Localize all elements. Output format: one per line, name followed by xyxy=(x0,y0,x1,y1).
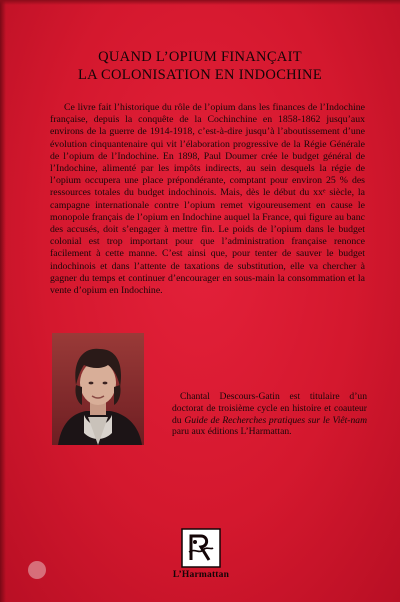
book-summary: Ce livre fait l’historique du rôle de l’opium dans les finances de l’Indochine française, depuis la conquête de la Cochinchine en 1858-1862 jusqu’aux environs de la guerre de 1914-1918, c’est-à-dire jusqu’à l’aboutissement d’une évolution cinquantenaire qui vit l’élaboration progressive de la Régie Générale de l’opium de l’Indochine. En 1898, Paul Doumer crée le budget général de l’Indochine, alimenté par les impôts indirects, au sein desquels la régie de l’opium occupera une place prépondérante, comptant pour environ 25 % des ressources totales du budget indochinois. Mais, dès le début du xxᵉ siècle, la campagne internationale contre l’opium remet vigoureusement en cause le monopole français de l’opium en Indochine auquel la France, qui figure au banc des accusés, doit s’engager à mettre fin. Le poids de l’opium dans le budget colonial est trop important pour que l’administration française renonce facilement à cette manne. C’est ainsi que, pour tenter de sauver le budget indochinois et dans l’attente de taxations de substitution, elle va chercher à gagner du temps et continuer d’encourager en sous-main la consommation et la vente d’opium en Indochine. xyxy=(50,102,365,297)
cover-edge-shadow xyxy=(0,0,6,602)
author-book-title: Guide de Recherches pratiques sur le Viêt-nam xyxy=(184,414,367,426)
author-bio-end: paru aux éditions L’Harmattan. xyxy=(172,426,292,438)
title-line-1: QUAND L’OPIUM FINANÇAIT xyxy=(98,49,302,65)
publisher-logo-icon xyxy=(181,528,221,568)
book-title xyxy=(40,48,360,84)
cover-top-shadow xyxy=(0,0,400,5)
sticker-mark xyxy=(28,561,46,579)
author-photo xyxy=(52,333,144,445)
author-bio-intro: Chantal Descours-Gatin est titulaire d’un doctorat de troisième cycle en histoire et coauteur du xyxy=(172,391,367,426)
title-line-2: LA COLONISATION EN INDOCHINE xyxy=(77,67,322,83)
publisher-name: L’Harmattan xyxy=(172,570,230,580)
author-bio xyxy=(172,391,367,438)
